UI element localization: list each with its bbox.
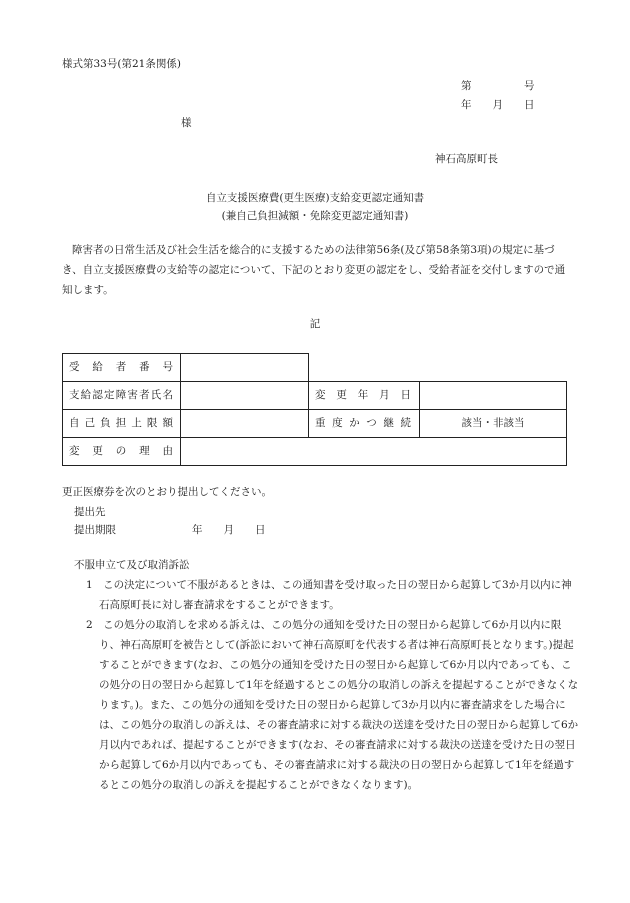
submission-deadline-value: 年 月 日 [192,524,266,536]
document-number: 第 号 [461,80,535,92]
form-number: 様式第33号(第21条関係) [62,58,181,70]
document-subtitle: (兼自己負担減額・免除変更認定通知書) [221,210,409,222]
change-date-label: 変更年月日 [315,389,411,402]
appeal-item-2: 2 この処分の取消しを求める訴えは、この処分の通知を受けた日の翌日から起算して6か月以内に限り、神石高原町を被告として(訴訟において神石高原町を代表する者は神石高原町長となります。)提起することができます(なお、この処分の通知を受けた日の翌日から起算して6か月以内であっても、この処分の日の翌日から起算して1年を経過するとこの処分の取消しの訴えを提起することができなくなります。)。また、この処分の通知を受けた日の翌日から起算して3か月以内に審査請求をした場合には、この処分の取消しの訴えは、その審査請求に対する裁決の送達を受けた日の翌日から起算して6か月以内であれば、提起することができます(なお、その審査請求に対する裁決の送達を受けた日の翌日から起算して6か月以内であっても、その審査請求に対する裁決の日の翌日から起算して1年を経過するとこの処分の取消しの訴えを提起することができなくなります)。 [86,619,579,791]
submission-intro: 更正医療券を次のとおり提出してください。 [62,486,272,498]
issuer-name: 神石高原町長 [435,153,498,165]
reason-value [181,438,567,466]
appeal-heading: 不服申立て及び取消訴訟 [74,559,190,571]
submission-deadline-label: 提出期限 [74,524,116,536]
document-title: 自立支援医療費(更生医療)支給変更認定通知書 [205,192,425,204]
reason-label: 変更の理由 [69,445,173,458]
recipient-number-value [181,354,309,382]
issue-date: 年 月 日 [461,99,535,111]
severe-continuing-label: 重度かつ継続 [315,417,411,430]
recipient-number-label: 受給者番号 [69,361,173,374]
submission-destination-label: 提出先 [74,506,106,518]
info-table [62,353,567,466]
table-row [63,438,567,466]
severe-continuing-value: 該当・非該当 [420,410,567,438]
body-paragraph: 障害者の日常生活及び社会生活を総合的に支援するための法律第56条(及び第58条第3項)の規定に基づき、自立支援医療費の支給等の認定について、下記のとおり変更の認定をし、受給者証を交付しますので通知します。 [62,244,566,296]
table-row [63,354,567,382]
table-row [63,382,567,410]
certified-person-label: 支給認定障害者氏名 [69,389,173,402]
copay-limit-label: 自己負担上限額 [69,417,173,430]
change-date-value [420,382,567,410]
ki-heading: 記 [309,318,321,330]
table-row [63,410,567,438]
appeal-item-1: 1 この決定について不服があるときは、この通知書を受け取った日の翌日から起算して3か月以内に神石高原町長に対し審査請求をすることができます。 [86,579,572,611]
copay-limit-value [181,410,309,438]
addressee-suffix: 様 [181,117,192,129]
certified-person-value [181,382,309,410]
